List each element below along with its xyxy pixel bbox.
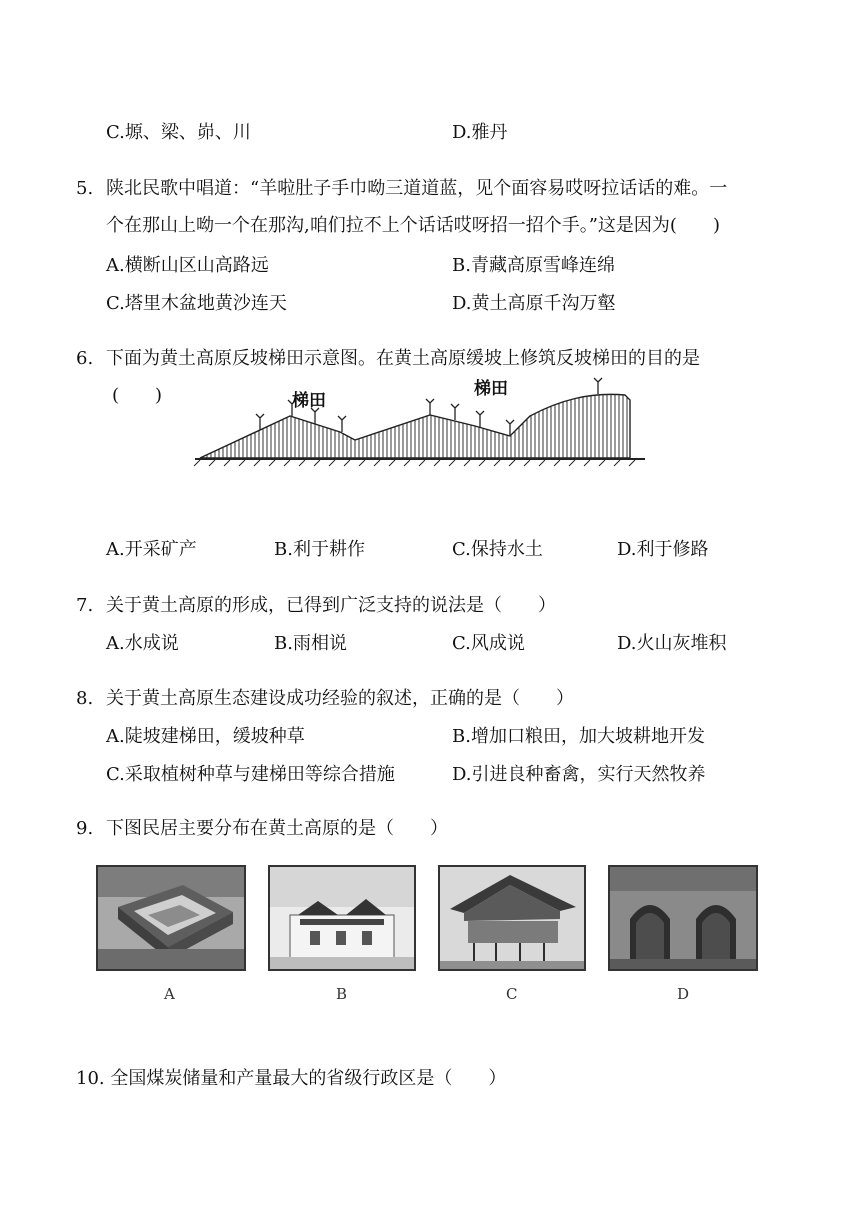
q5-option-b: B.青藏高原雪峰连绵 bbox=[452, 255, 615, 276]
q6-option-d: D.利于修路 bbox=[617, 539, 709, 560]
q5-stem-line1: 陕北民歌中唱道：“羊啦肚子手巾呦三道道蓝，见个面容易哎呀拉话话的难。一 bbox=[106, 178, 728, 199]
q7-option-b: B.雨相说 bbox=[274, 633, 347, 654]
q5-option-d: D.黄土高原千沟万壑 bbox=[452, 293, 616, 314]
q8-option-c: C.采取植树种草与建梯田等综合措施 bbox=[106, 764, 395, 785]
q8-option-d: D.引进良种畜禽，实行天然牧养 bbox=[452, 764, 706, 785]
q7-stem: 关于黄土高原的形成，已得到广泛支持的说法是（ ） bbox=[106, 595, 556, 616]
q10-stem: 10. 全国煤炭储量和产量最大的省级行政区是（ ） bbox=[76, 1068, 507, 1089]
q6-option-c: C.保持水土 bbox=[452, 539, 543, 560]
q9-number: 9. bbox=[76, 818, 94, 839]
q7-option-a: A.水成说 bbox=[106, 633, 179, 654]
q6-stem-line2: ( ) bbox=[112, 385, 163, 406]
q6-stem-line1: 下面为黄土高原反坡梯田示意图。在黄土高原缓坡上修筑反坡梯田的目的是 bbox=[106, 348, 700, 369]
q6-option-a: A.开采矿产 bbox=[106, 539, 197, 560]
house-caption-c: C bbox=[506, 985, 518, 1003]
house-photo-a bbox=[96, 865, 246, 971]
house-caption-b: B bbox=[336, 985, 348, 1003]
q7-option-c: C.风成说 bbox=[452, 633, 525, 654]
q8-number: 8. bbox=[76, 688, 94, 709]
q5-stem-line2: 个在那山上呦一个在那沟,咱们拉不上个话话哎呀招一招个手。”这是因为( ) bbox=[106, 215, 720, 236]
q5-option-c: C.塔里木盆地黄沙连天 bbox=[106, 293, 287, 314]
q9-stem: 下图民居主要分布在黄土高原的是（ ） bbox=[106, 818, 448, 839]
q7-number: 7. bbox=[76, 595, 94, 616]
terrace-label-right: 梯田 bbox=[474, 379, 508, 399]
terrace-label-left: 梯田 bbox=[292, 391, 326, 411]
q6-number: 6. bbox=[76, 348, 94, 369]
terrace-diagram bbox=[190, 370, 650, 470]
q6-option-b: B.利于耕作 bbox=[274, 539, 365, 560]
q5-number: 5. bbox=[76, 178, 94, 199]
q8-option-a: A.陡坡建梯田，缓坡种草 bbox=[106, 726, 305, 747]
house-photo-b bbox=[268, 865, 416, 971]
q7-option-d: D.火山灰堆积 bbox=[617, 633, 727, 654]
q4-option-d: D.雅丹 bbox=[452, 122, 508, 143]
house-caption-a: A bbox=[164, 985, 175, 1003]
house-caption-d: D bbox=[677, 985, 690, 1003]
q8-option-b: B.增加口粮田，加大坡耕地开发 bbox=[452, 726, 705, 747]
house-photo-c bbox=[438, 865, 586, 971]
q4-option-c: C.塬、梁、峁、川 bbox=[106, 122, 251, 143]
house-photo-d bbox=[608, 865, 758, 971]
q8-stem: 关于黄土高原生态建设成功经验的叙述，正确的是（ ） bbox=[106, 688, 574, 709]
q5-option-a: A.横断山区山高路远 bbox=[106, 255, 269, 276]
